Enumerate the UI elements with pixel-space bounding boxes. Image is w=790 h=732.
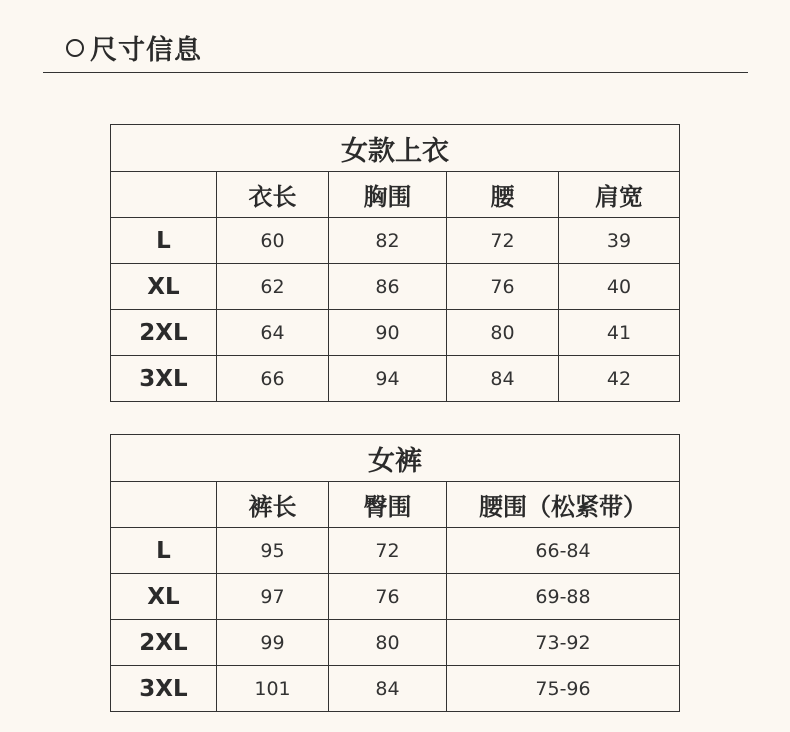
- header-divider: [43, 72, 748, 73]
- table-cell: 41: [559, 310, 680, 356]
- size-label: 3XL: [111, 356, 217, 402]
- column-header-waist-elastic: 腰围（松紧带）: [447, 482, 680, 528]
- table-cell: 64: [217, 310, 329, 356]
- table-row: [111, 574, 680, 620]
- table-cell: 97: [217, 574, 329, 620]
- table-cell: 39: [559, 218, 680, 264]
- table-cell: 76: [447, 264, 559, 310]
- column-header-shoulder: 肩宽: [559, 172, 680, 218]
- table-row: [111, 528, 680, 574]
- table-cell: 101: [217, 666, 329, 712]
- table-cell: 94: [329, 356, 447, 402]
- table-cell: 66: [217, 356, 329, 402]
- table-cell: 90: [329, 310, 447, 356]
- table-cell: 72: [329, 528, 447, 574]
- column-header-hip: 臀围: [329, 482, 447, 528]
- table-cell: 76: [329, 574, 447, 620]
- table-cell: 84: [447, 356, 559, 402]
- table-cell: 86: [329, 264, 447, 310]
- size-label: 3XL: [111, 666, 217, 712]
- corner-cell: [111, 172, 217, 218]
- size-label: 2XL: [111, 620, 217, 666]
- top-table-caption: 女款上衣: [111, 125, 680, 172]
- table-cell: 40: [559, 264, 680, 310]
- size-label: 2XL: [111, 310, 217, 356]
- table-row: [111, 264, 680, 310]
- table-row: [111, 620, 680, 666]
- table-cell: 69-88: [447, 574, 680, 620]
- table-cell: 42: [559, 356, 680, 402]
- table-cell: 66-84: [447, 528, 680, 574]
- column-header-bust: 胸围: [329, 172, 447, 218]
- corner-cell: [111, 482, 217, 528]
- table-cell: 75-96: [447, 666, 680, 712]
- table-cell: 72: [447, 218, 559, 264]
- table-row: [111, 666, 680, 712]
- table-cell: 62: [217, 264, 329, 310]
- top-size-table: [110, 124, 680, 402]
- section-header: [66, 28, 202, 67]
- pants-size-table: [110, 434, 680, 712]
- table-row: [111, 356, 680, 402]
- size-label: XL: [111, 574, 217, 620]
- table-cell: 84: [329, 666, 447, 712]
- table-row: [111, 218, 680, 264]
- circle-icon: [66, 39, 84, 57]
- table-cell: 82: [329, 218, 447, 264]
- table-cell: 80: [447, 310, 559, 356]
- pants-table-caption: 女裤: [111, 435, 680, 482]
- section-title: 尺寸信息: [90, 35, 202, 66]
- table-cell: 60: [217, 218, 329, 264]
- table-row: [111, 310, 680, 356]
- table-cell: 99: [217, 620, 329, 666]
- column-header-length: 衣长: [217, 172, 329, 218]
- size-label: L: [111, 218, 217, 264]
- table-cell: 95: [217, 528, 329, 574]
- column-header-length: 裤长: [217, 482, 329, 528]
- column-header-waist: 腰: [447, 172, 559, 218]
- size-label: XL: [111, 264, 217, 310]
- table-cell: 80: [329, 620, 447, 666]
- size-label: L: [111, 528, 217, 574]
- table-cell: 73-92: [447, 620, 680, 666]
